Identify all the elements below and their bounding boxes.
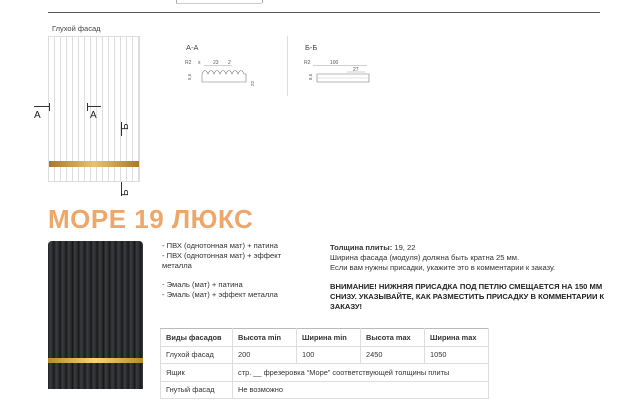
section-divider [287,36,288,96]
finish-item: - Эмаль (мат) + патина [162,280,243,290]
thickness-label: Толщина плиты: [330,243,393,252]
dim-label: 23 [213,60,219,66]
section-a-line-right [87,106,101,107]
top-rule-stub [262,0,263,3]
table-cell: Гнутый фасад [161,381,233,399]
section-a-tick-left [49,103,50,111]
product-facade-image [48,241,143,389]
section-bb-title: Б-Б [305,43,318,52]
dimensions-table [160,328,489,399]
dim-label: 27 [353,67,359,73]
thickness-line [330,243,610,253]
section-aa-profile [184,58,264,90]
table-cell: стр. __ фрезеровка “Море” соответствующей толщины плиты [233,364,489,382]
facade-sketch-image [48,36,140,182]
top-divider [48,12,600,13]
table-row [161,381,489,399]
table-cell: Ящик [161,364,233,382]
table-cell: 1050 [425,346,489,364]
table-header: Виды фасадов [161,329,233,347]
drill-note: Если вам нужны присадки, укажите это в комментарии к заказу. [330,262,556,272]
blind-facade-label: Глухой фасад [52,24,101,33]
table-header: Высота min [233,329,297,347]
gold-strip [49,161,139,167]
section-aa-title: А-А [186,43,199,52]
table-cell: 200 [233,346,297,364]
top-rule [176,3,262,4]
dim-label: 5,5 [187,73,192,80]
section-a-tick-right [87,103,88,111]
table-row [161,364,489,382]
dim-label: 8,5 [308,73,313,80]
section-a-marker-left: А [34,110,41,121]
table-cell: Не возможно [233,381,489,399]
finish-item: - ПВХ (однотонная мат) + эффект металла [162,250,282,270]
finish-list [162,241,312,300]
dim-label: R2 [185,60,192,66]
section-a-marker-right: А [90,110,97,121]
table-header: Ширина min [297,329,361,347]
finish-item: - Эмаль (мат) + эффект металла [162,290,278,300]
dim-label: R2 [304,60,311,66]
table-row [161,346,489,364]
module-note: Ширина фасада (модуля) должна быть кратна 25 мм. [330,252,520,262]
section-b-marker-bottom: Б [120,189,131,196]
specs-block [330,243,610,272]
table-header-row [161,329,489,347]
section-b-marker-top: Б [120,123,131,130]
thickness-value: 19, 22 [392,243,416,252]
gold-strip [48,358,143,363]
profile-outline [202,71,246,83]
table-header: Ширина max [425,329,489,347]
table-cell: 2450 [361,346,425,364]
dim-label: 100 [330,60,339,66]
table-cell: Глухой фасад [161,346,233,364]
dim-label: 2 [228,60,231,66]
section-bb-profile [303,58,383,90]
product-title: МОРЕ 19 ЛЮКС [48,204,254,234]
section-a-line-left [34,106,50,107]
table-cell: 100 [297,346,361,364]
table-header: Высота max [361,329,425,347]
dim-label: 22 [250,80,255,86]
finish-item: - ПВХ (однотонная мат) + патина [162,241,278,250]
dim-label: x [198,60,201,66]
warning-text: ВНИМАНИЕ! НИЖНЯЯ ПРИСАДКА ПОД ПЕТЛЮ СМЕЩАЕТСЯ НА 150 ММ СНИЗУ. УКАЗЫВАЙТЕ, КАК РАЗМЕСТИТЬ ПРИСАДКУ В КОММЕНТАРИИ К ЗАКАЗУ! [330,282,605,311]
